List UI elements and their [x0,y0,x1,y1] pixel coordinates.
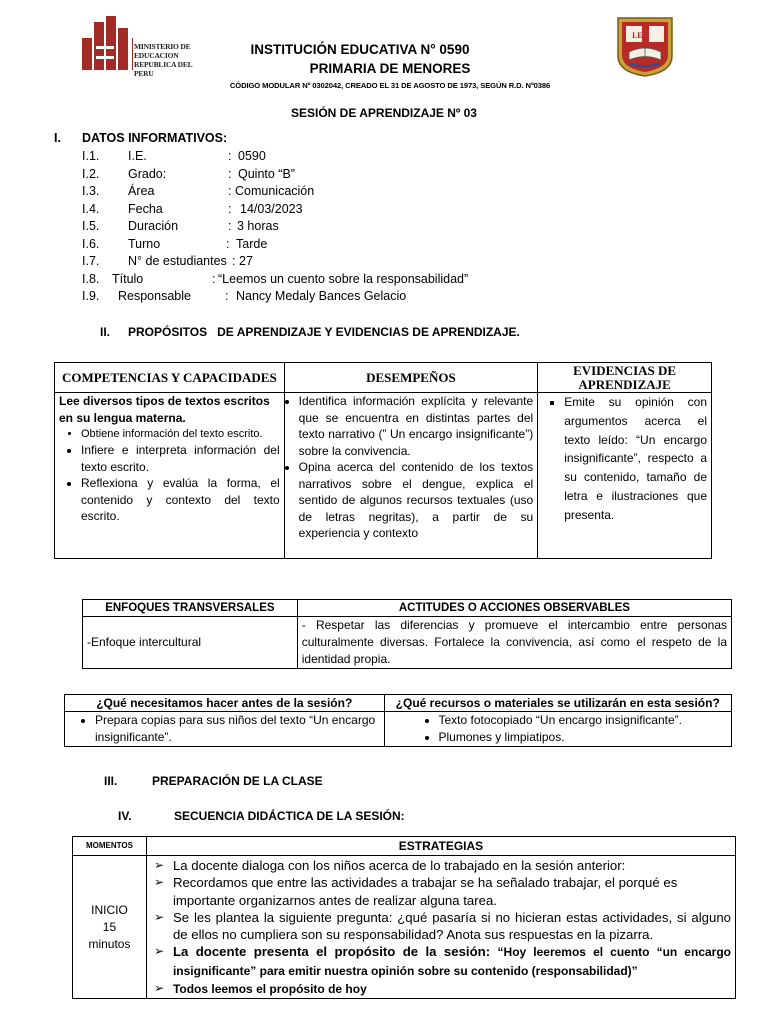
institution-name: INSTITUCIÓN EDUCATIVA N° 0590 [250,42,470,57]
section-1-title: DATOS INFORMATIVOS: [82,131,228,145]
section-4-title: SECUENCIA DIDÁCTICA DE LA SESIÓN: [174,809,405,823]
modular-code: CÓDIGO MODULAR Nº 0302042, CREADO EL 31 DE AGOSTO DE 1973, SEGÚN R.D. Nº0386 [229,81,551,90]
header-antes: ¿Qué necesitamos hacer antes de la sesión? [65,695,385,712]
header-desempenos: DESEMPEÑOS [284,363,538,393]
school-type: PRIMARIA DE MENORES [309,61,471,76]
crest-text: I.E. [632,31,645,40]
estrategia-item: ➢ La docente presenta el propósito de la sesión: “Hoy leeremos el cuento “un encargo insignificante” para emitir nuestra opinión sobre su contenido (responsabilidad)” [153,944,731,978]
capacidad-item: • Reflexiona y evalúa la forma, el contenido y contexto del texto escrito. [81,475,280,525]
minedu-logo [82,16,212,78]
header-competencias: COMPETENCIAS Y CAPACIDADES [55,363,285,393]
momento-inicio-cell [73,856,147,999]
evidencias-cell [538,393,712,559]
estrategia-item: ➢ Recordamos que entre las actividades a trabajar se ha señalado trabajar, el porqué es importante organizarnos antes de realizar alguna tarea. [153,875,678,908]
section-4-number: IV. [118,809,132,823]
desempenos-cell [284,393,538,559]
evidencia-item: ▪ Emite su opinión con argumentos acerca el texto leído: “Un encargo insignificante”, respecto a su contenido, tamaño de letra e ilustraciones que presenta. [564,393,707,525]
minedu-logo-text: MINISTERIO DE EDUCACION REPUBLICA DEL PERU [134,42,193,78]
estrategia-item: ➢ Se les plantea la siguiente pregunta: ¿qué pasaría si no hicieran estas actividades, si alguno de ellos no cumpliera son su responsabilidad? Anota sus respuestas en la pizarra. [153,909,731,943]
section-3-number: III. [104,774,118,788]
arrow-bullet-icon: ➢ [153,858,164,872]
capacidad-item: • Infiere e interpreta información del texto escrito. [81,442,280,475]
header-recursos: ¿Qué recursos o materiales se utilizarán en esta sesión? [384,695,732,712]
recurso-item: • Texto fotocopiado “Un encargo insignificante”. [439,712,728,729]
section-3-title: PREPARACIÓN DE LA CLASE [152,774,323,788]
section-2-title: PROPÓSITOS DE APRENDIZAJE Y EVIDENCIAS DE APRENDIZAJE. [128,325,520,339]
arrow-bullet-icon: ➢ [153,909,164,924]
arrow-bullet-icon: ➢ [153,981,164,996]
estrategias-cell [146,856,735,999]
enfoques-table [82,599,732,669]
capacidad-item: • Obtiene información del texto escrito. [81,426,280,442]
preparacion-table [64,694,732,747]
estrategia-item: ➢ Todos leemos el propósito de hoy [153,981,367,997]
antes-cell [65,712,385,747]
header-evidencias: EVIDENCIAS DE APRENDIZAJE [538,363,712,393]
header-momentos: MOMENTOS [73,837,147,856]
secuencia-table [72,836,736,999]
competencia-text: Lee diversos tipos de textos escritos en su lengua materna. [59,394,270,425]
competencias-cell [55,393,285,559]
momento-duracion: 15 [102,919,117,934]
arrow-bullet-icon: ➢ [153,875,164,890]
section-2-number: II. [100,325,111,339]
header-enfoques: ENFOQUES TRANSVERSALES [83,600,298,617]
competencias-table [54,362,712,559]
momento-label: INICIO [91,902,128,917]
estrategia-item: ➢ La docente dialoga con los niños acerca de lo trabajado en la sesión anterior: [153,858,626,873]
header-estrategias: ESTRATEGIAS [146,837,735,856]
school-crest-icon [616,16,674,78]
actitud-cell: - Respetar las diferencias y promueve el intercambio entre personas culturalmente diversas. Fortalece la convivencia, así como el respeto de la identidad propia. [297,617,731,669]
desempeno-item: • Identifica información explícita y relevante que se encuentra en distintas partes del texto narrativo (” Un encargo insignificante”) sobre la convivencia. [299,393,534,459]
arrow-bullet-icon: ➢ [153,944,164,959]
recursos-cell [384,712,732,747]
desempeno-item: • Opina acerca del contenido de los textos narrativos sobre el dengue, explica el sentido de algunos recursos textuales (uso de letras negritas), a partir de su experiencia y contexto [299,459,534,542]
momento-unidad: minutos [88,936,131,951]
header-actitudes: ACTITUDES O ACCIONES OBSERVABLES [297,600,731,617]
session-title: SESIÓN DE APRENDIZAJE Nº 03 [291,106,477,120]
recurso-item: • Plumones y limpiatipos. [439,729,728,746]
section-1-number: I. [54,131,61,145]
antes-item: • Prepara copias para sus niños del texto “Un encargo insignificante”. [95,712,380,746]
enfoque-cell: -Enfoque intercultural [83,617,298,669]
